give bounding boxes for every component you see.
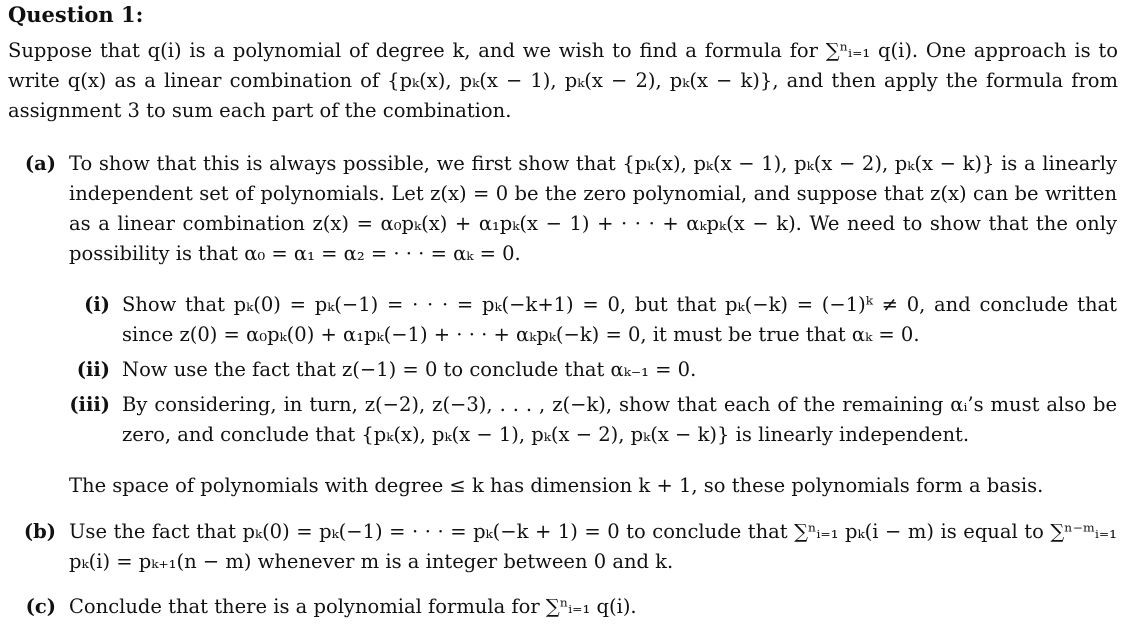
subpart-ii-text: Now use the fact that z(−1) = 0 to conclude that αₖ₋₁ = 0. (122, 358, 697, 381)
subpart-ii-label: (ii) (76, 358, 110, 381)
subpart-i-text: Show that pₖ(0) = pₖ(−1) = · · · = pₖ(−k+1) = 0, but that pₖ(−k) = (−1)ᵏ ≠ 0, and conclude that since z(0) = α₀pₖ(0) + α₁pₖ(−1) + · · · + αₖpₖ(−k) = 0, it must be true that αₖ = 0. (122, 293, 1124, 346)
part-b-text: Use the fact that pₖ(0) = pₖ(−1) = · · · = pₖ(−k + 1) = 0 to conclude that ∑ⁿᵢ₌₁ pₖ(i − m) is equal to ∑ⁿ⁻ᵐᵢ₌₁ pₖ(i) = pₖ₊₁(n − m) whenever m is a integer between 0 and k. (69, 520, 1124, 573)
question-intro: Suppose that q(i) is a polynomial of degree k, and we wish to find a formula for ∑ⁿᵢ₌₁ q(i). One approach is to write q(x) as a linear combination of {pₖ(x), pₖ(x − 1), pₖ(x − 2), pₖ(x − k)}, and then apply the formula from assignment 3 to sum each part of the combination. (8, 39, 1125, 122)
part-c-label: (c) (25, 595, 56, 618)
part-c-text: Conclude that there is a polynomial formula for ∑ⁿᵢ₌₁ q(i). (69, 595, 637, 618)
part-a-text: To show that this is always possible, we first show that {pₖ(x), pₖ(x − 1), pₖ(x − 2), pₖ(x − k)} is a linearly independent set of polynomials. Let z(x) = 0 be the zero polynomial, and suppose that z(x) can be written as a linear combination z(x) = α₀pₖ(x) + α₁pₖ(x − 1) + · · · + αₖpₖ(x − k). We need to show that the only possibility is that α₀ = α₁ = α₂ = · · · = αₖ = 0. (69, 152, 1124, 265)
basis-conclusion-text: The space of polynomials with degree ≤ k has dimension k + 1, so these polynomials form a basis. (69, 474, 1044, 497)
subpart-iii-text: By considering, in turn, z(−2), z(−3), . . . , z(−k), show that each of the remaining αᵢ’s must also be zero, and conclude that {pₖ(x), pₖ(x − 1), pₖ(x − 2), pₖ(x − k)} is linearly independent. (122, 393, 1124, 446)
question-title: Question 1: (8, 2, 144, 27)
part-b-label: (b) (23, 520, 56, 543)
subpart-i-label: (i) (84, 293, 110, 316)
subpart-iii-label: (iii) (69, 393, 110, 416)
part-a-label: (a) (24, 152, 56, 175)
